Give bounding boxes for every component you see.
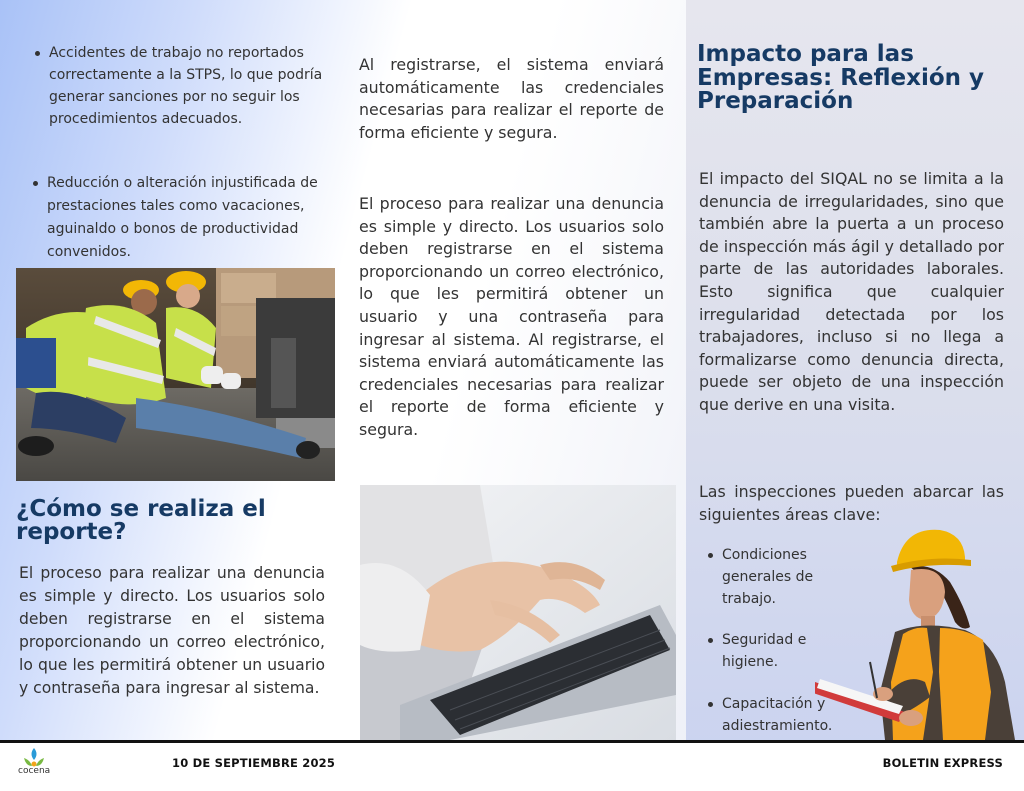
logo-label: cocena <box>18 766 51 776</box>
footer-divider <box>0 740 1024 743</box>
impact-paragraph: El impacto del SIQAL no se limita a la denuncia de irregularidades, sino que también abre la puerta a un proceso de inspección más ágil y detallado por parte de las autoridades laborales. Esto significa que cualquier irregularidad detectada por los trabajadores, incluso si no llega a formalizarse como denuncia directa, puede ser objeto de una inspección que derive en una visita. <box>699 169 1004 414</box>
inspector-illustration <box>815 522 1020 740</box>
report-process-paragraph: El proceso para realizar una denuncia es simple y directo. Los usuarios solo deben registrarse en el sistema proporcionando un correo electrónico, lo que les permitirá obtener un usuario y una contraseña para ingresar al sistema. Al registrarse, el sistema enviará automáticamente las credenciales necesarias para realizar el reporte de forma eficiente y segura. <box>359 194 664 439</box>
list-item: Capacitación y adiestramiento. <box>706 693 846 737</box>
inspection-areas-intro: Las inspecciones pueden abarcar las siguientes áreas clave: <box>699 482 1004 524</box>
typing-laptop-photo <box>360 485 676 740</box>
list-item: Condiciones generales de trabajo. <box>706 544 846 610</box>
list-item: Reducción o alteración injustificada de prestaciones tales como vacaciones, aguinaldo o bonos de productividad convenidos. <box>31 172 331 264</box>
workers-injury-image <box>16 268 335 481</box>
bullet-list-irregularities-2 <box>31 172 331 264</box>
bullet-list-irregularities-1 <box>33 42 333 130</box>
workers-injury-photo <box>16 268 335 481</box>
list-item: Accidentes de trabajo no reportados correctamente a la STPS, lo que podría generar sanciones por no seguir los procedimientos adecuados. <box>33 42 333 130</box>
footer-bar <box>0 743 1024 791</box>
section-heading-how-to-report: ¿Cómo se realiza el reporte? <box>16 496 266 545</box>
section-heading-impact: Impacto para las Empresas: Reflexión y Preparación <box>697 41 985 114</box>
typing-laptop-image <box>360 485 676 740</box>
footer-brand: BOLETIN EXPRESS <box>882 756 1003 770</box>
registration-paragraph: Al registrarse, el sistema enviará automáticamente las credenciales necesarias para realizar el reporte de forma eficiente y segura. <box>359 55 664 142</box>
how-to-report-paragraph: El proceso para realizar una denuncia es simple y directo. Los usuarios solo deben registrarse en el sistema proporcionando un correo electrónico, lo que les permitirá obtener un usuario y contraseña para ingresar al sistema. <box>19 564 325 697</box>
list-item: Seguridad e higiene. <box>706 629 846 673</box>
footer-date: 10 DE SEPTIEMBRE 2025 <box>172 756 336 770</box>
